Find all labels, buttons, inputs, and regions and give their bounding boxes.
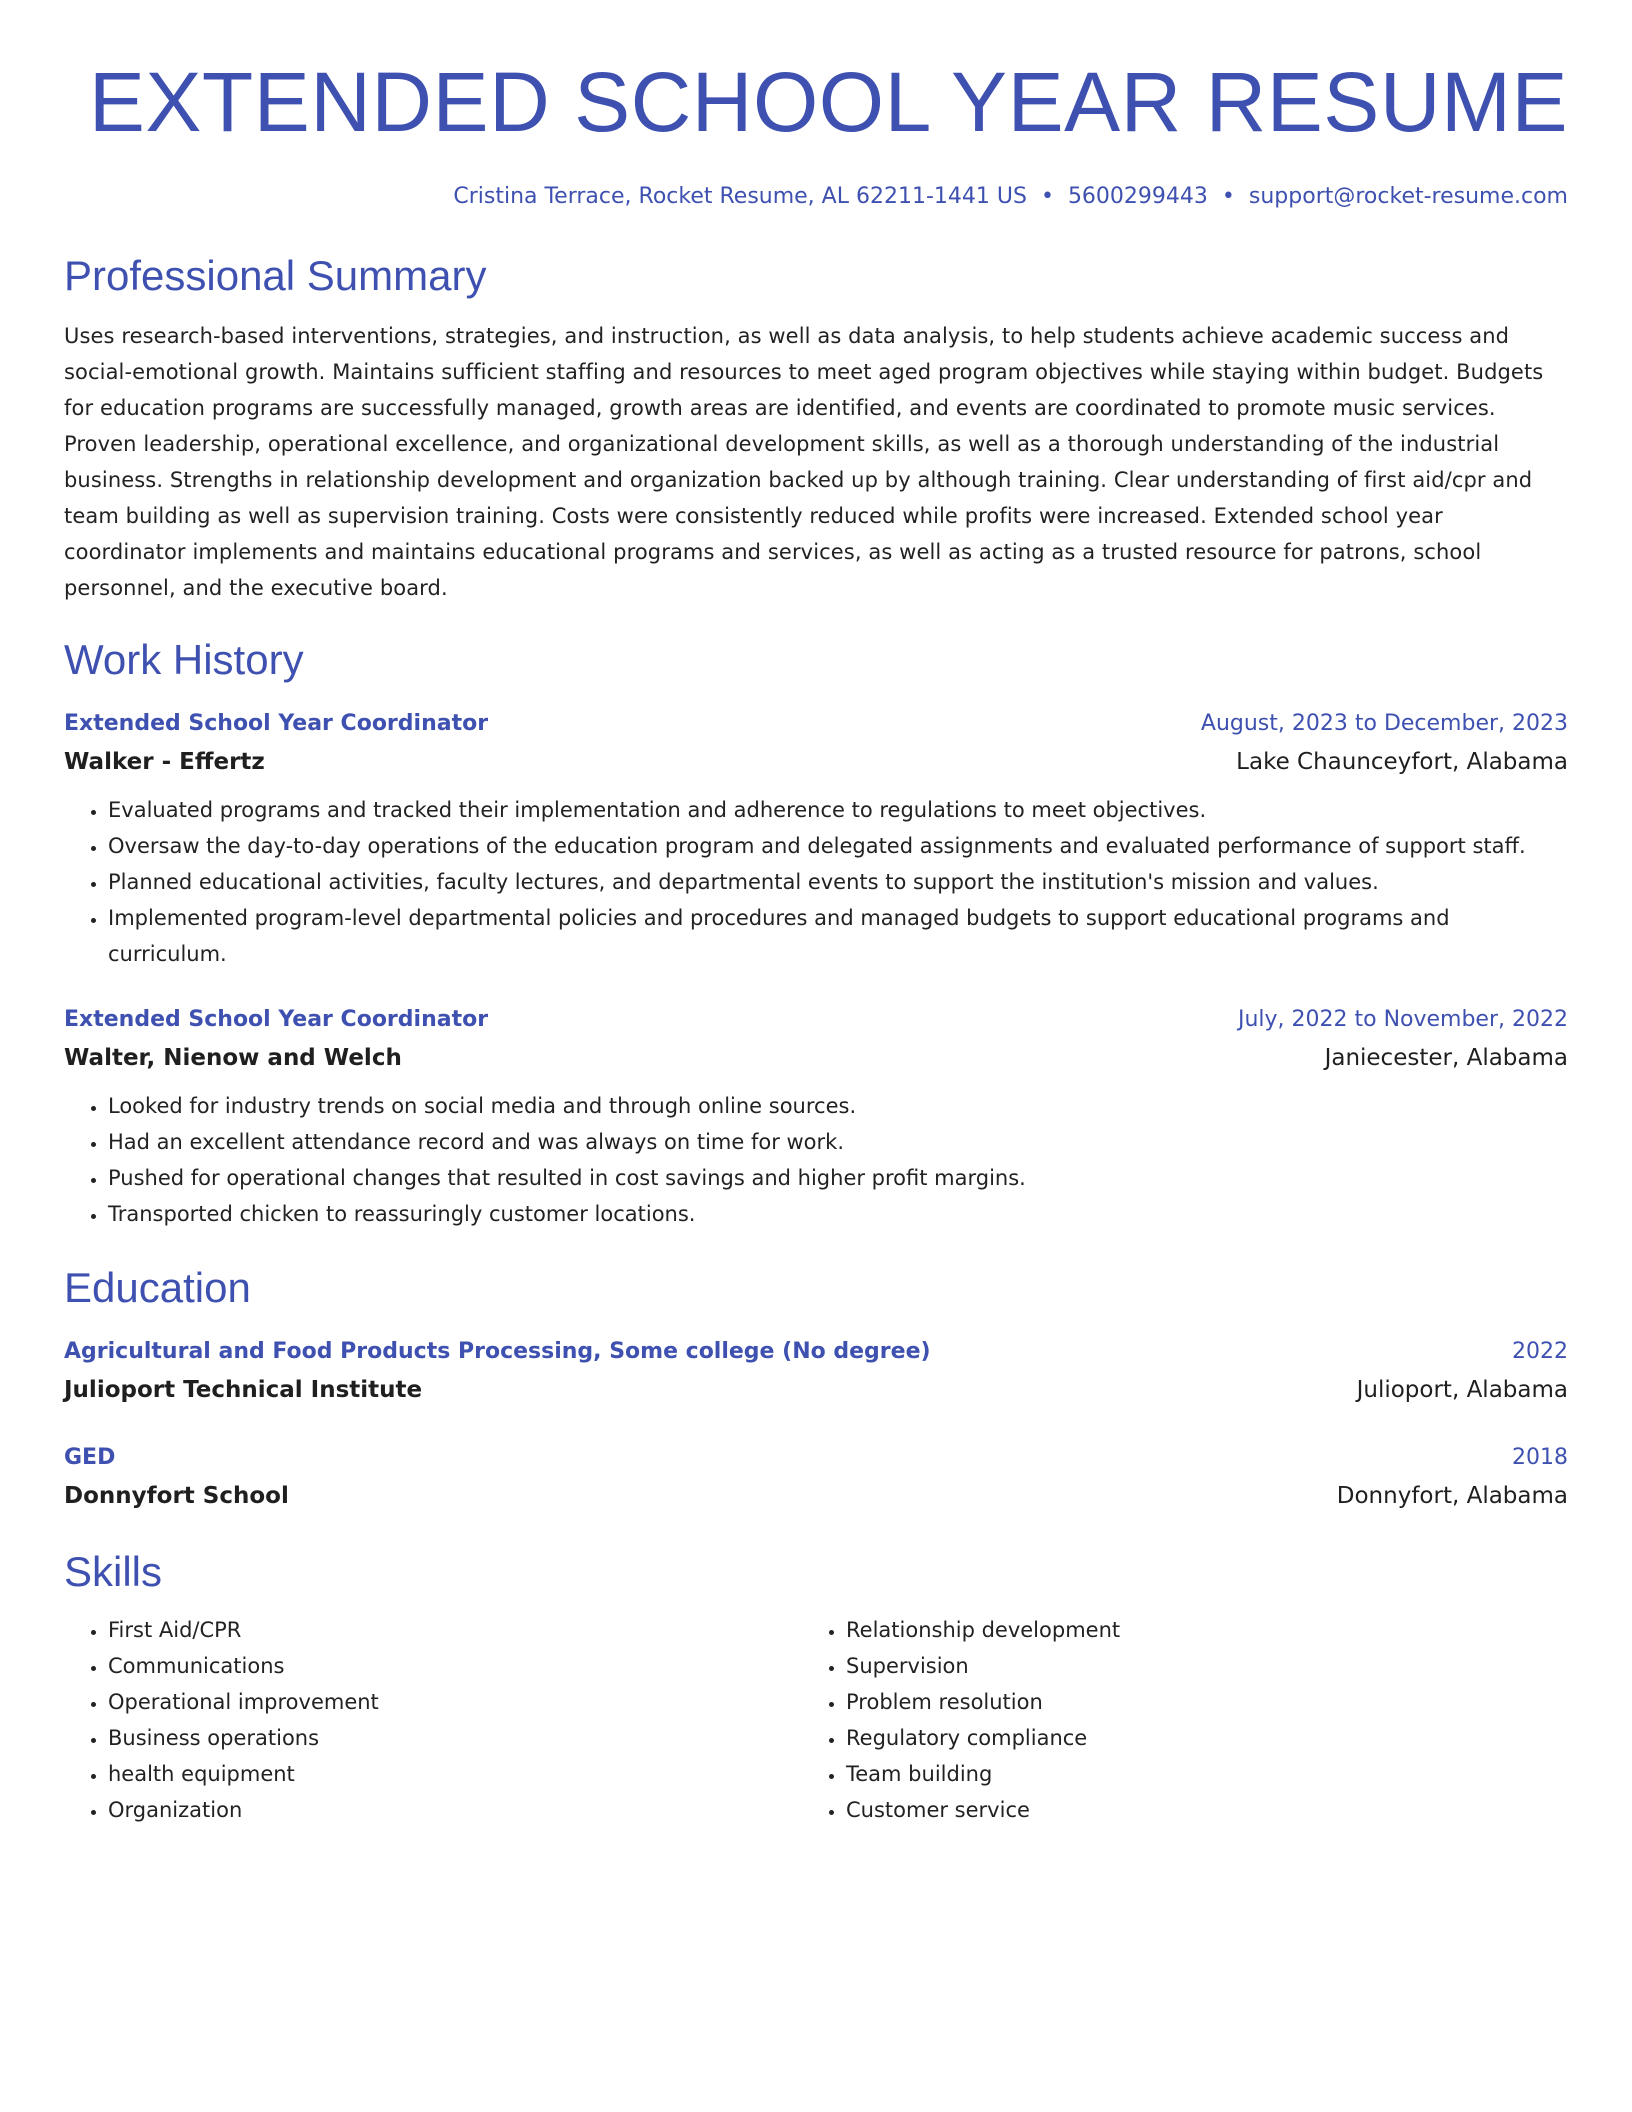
summary-section: [64, 248, 1568, 606]
job-bullets: [64, 792, 1568, 972]
job-company-row: [64, 742, 1568, 782]
job-bullet: • Had an excellent attendance record and was always on time for work.: [108, 1124, 1568, 1160]
work-history-heading: Work History: [64, 636, 304, 683]
job-bullets: [64, 1088, 1568, 1232]
summary-text: Uses research-based interventions, strategies, and instruction, as well as data analysis, to help students achieve academic success and social-emotional growth. Maintains sufficient staffing and resources to meet aged program objectives while staying within budget. Budgets for education programs are successfully managed, growth areas are identified, and events are coordinated to promote music services. Proven leadership, operational excellence, and organizational development skills, as well as a thorough understanding of the industrial business. Strengths in relationship development and organization backed up by although training. Clear understanding of first aid/cpr and team building as well as supervision training. Costs were consistently reduced while profits were increased. Extended school year coordinator implements and maintains educational programs and services, as well as acting as a trusted resource for patrons, school personnel, and the executive board.: [64, 324, 1544, 600]
skills-column-right: [802, 1612, 1540, 1828]
skill-item: • Problem resolution: [846, 1684, 1540, 1720]
job-bullet: • Looked for industry trends on social media and through online sources.: [108, 1088, 1568, 1124]
resume-title: EXTENDED SCHOOL YEAR RESUME: [88, 55, 1568, 149]
skills-grid: [64, 1612, 1568, 1828]
education-location: Donnyfort, Alabama: [1336, 1483, 1568, 1509]
job-bullet: • Oversaw the day-to-day operations of the education program and delegated assignments and evaluated performance of support staff.: [108, 828, 1568, 864]
skills-section: [64, 1544, 1568, 1828]
skill-item: • Team building: [846, 1756, 1540, 1792]
skill-item: • Business operations: [108, 1720, 802, 1756]
job-company: Walter, Nienow and Welch: [64, 1045, 402, 1071]
skill-item: • Relationship development: [846, 1612, 1540, 1648]
education-degree-row: [64, 1440, 1568, 1476]
job-location: Janiecester, Alabama: [1324, 1045, 1568, 1071]
education-location: Julioport, Alabama: [1356, 1377, 1568, 1403]
job-title: Extended School Year Coordinator: [64, 1007, 489, 1032]
skills-heading: Skills: [64, 1548, 163, 1595]
skill-item: • Communications: [108, 1648, 802, 1684]
job-bullet: • Pushed for operational changes that resulted in cost savings and higher profit margins.: [108, 1160, 1568, 1196]
job-title-row: [64, 1002, 1568, 1038]
skill-item: • Organization: [108, 1792, 802, 1828]
skills-column-left: [64, 1612, 802, 1828]
contact-phone: 5600299443: [1067, 184, 1208, 209]
education-school: Donnyfort School: [64, 1483, 289, 1509]
job-entry: [64, 706, 1568, 972]
contact-address: Cristina Terrace, Rocket Resume, AL 62211-1441 US: [453, 184, 1027, 209]
job-entry: [64, 1002, 1568, 1232]
skill-item: • First Aid/CPR: [108, 1612, 802, 1648]
contact-line: [64, 180, 1568, 214]
education-degree-row: [64, 1334, 1568, 1370]
job-title: Extended School Year Coordinator: [64, 711, 489, 736]
education-school-row: [64, 1370, 1568, 1410]
skill-item: • Customer service: [846, 1792, 1540, 1828]
contact-separator: •: [1221, 184, 1235, 209]
job-bullet: • Transported chicken to reassuringly customer locations.: [108, 1196, 1568, 1232]
skill-item: • health equipment: [108, 1756, 802, 1792]
education-degree: GED: [64, 1445, 116, 1470]
job-company: Walker - Effertz: [64, 749, 265, 775]
contact-email: support@rocket-resume.com: [1248, 184, 1568, 209]
education-school-row: [64, 1476, 1568, 1516]
skills-list: [64, 1612, 802, 1828]
job-dates: July, 2022 to November, 2022: [1237, 1007, 1568, 1032]
resume-header: [64, 0, 1568, 214]
education-school: Julioport Technical Institute: [64, 1377, 423, 1403]
job-dates: August, 2023 to December, 2023: [1200, 711, 1568, 736]
education-heading: Education: [64, 1264, 251, 1311]
skill-item: • Operational improvement: [108, 1684, 802, 1720]
skill-item: • Regulatory compliance: [846, 1720, 1540, 1756]
job-bullet: • Planned educational activities, faculty lectures, and departmental events to support the institution's mission and values.: [108, 864, 1568, 900]
education-section: [64, 1260, 1568, 1516]
job-bullet: • Implemented program-level departmental policies and procedures and managed budgets to support educational programs and curriculum.: [108, 900, 1568, 972]
job-location: Lake Chaunceyfort, Alabama: [1236, 749, 1568, 775]
education-entry: [64, 1440, 1568, 1516]
education-year: 2022: [1512, 1339, 1568, 1364]
skill-item: • Supervision: [846, 1648, 1540, 1684]
summary-heading: Professional Summary: [64, 252, 487, 299]
skills-list: [802, 1612, 1540, 1828]
work-history-section: [64, 632, 1568, 1232]
job-bullet: • Evaluated programs and tracked their implementation and adherence to regulations to meet objectives.: [108, 792, 1568, 828]
education-entry: [64, 1334, 1568, 1410]
education-degree: Agricultural and Food Products Processing, Some college (No degree): [64, 1339, 931, 1364]
education-year: 2018: [1512, 1445, 1568, 1470]
job-title-row: [64, 706, 1568, 742]
contact-separator: •: [1040, 184, 1054, 209]
job-company-row: [64, 1038, 1568, 1078]
